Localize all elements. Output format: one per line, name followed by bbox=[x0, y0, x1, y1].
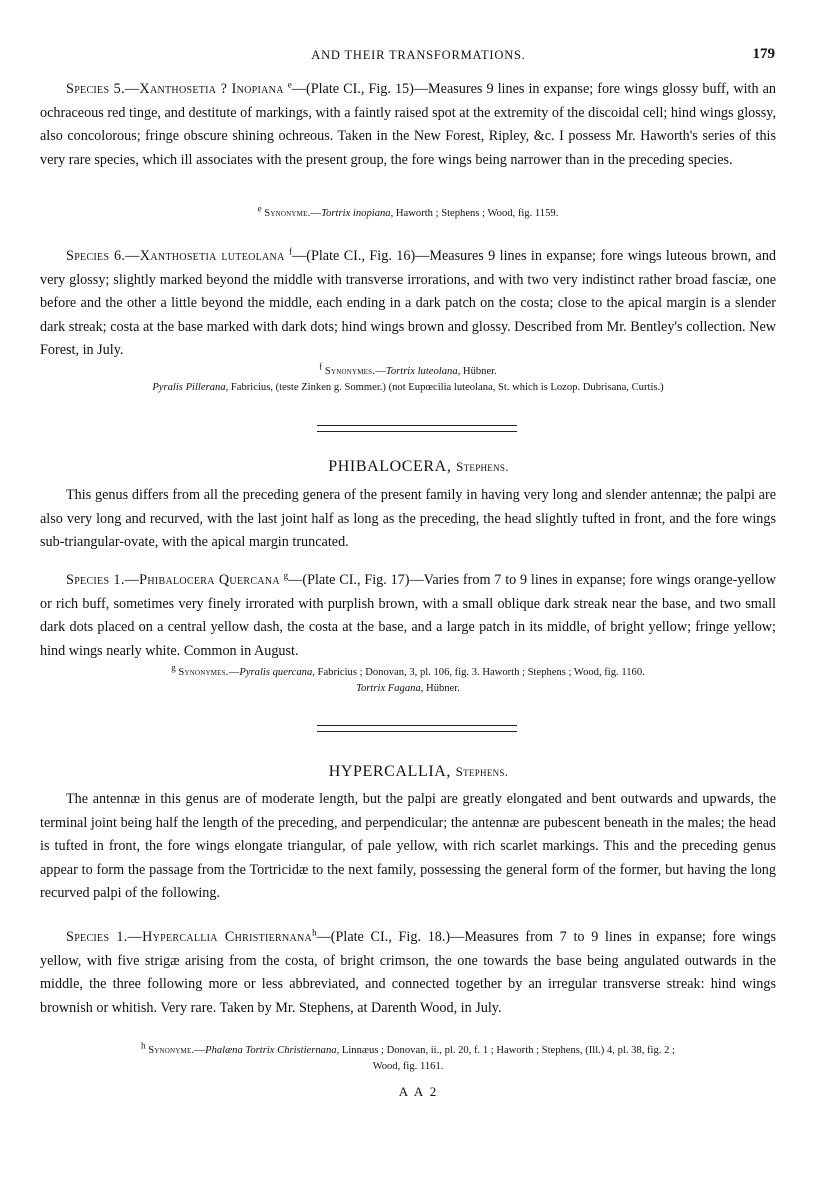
footnote-synonym: Pyralis quercana bbox=[239, 667, 313, 678]
species-6-paragraph bbox=[40, 245, 776, 363]
genus-author: Stephens. bbox=[455, 764, 509, 779]
footnote-label: Synonymes.— bbox=[178, 667, 240, 678]
footnote-label: Synonyme.— bbox=[148, 1045, 206, 1056]
footnote-refs: , Linnæus ; Donovan, ii., pl. 20, f. 1 ; Haworth ; Stephens, (Ill.) 4, pl. 38, fig. 2 ; bbox=[336, 1045, 675, 1056]
footnote-mark: h bbox=[141, 1040, 146, 1051]
footnote-refs: , Hübner. bbox=[457, 366, 497, 377]
section-divider bbox=[317, 425, 517, 432]
genus-heading-phibalocera bbox=[0, 458, 837, 476]
species-paragraph bbox=[40, 926, 776, 1020]
footnote-synonym: Tortrix inopiana bbox=[321, 208, 391, 219]
footnote-refs-2: , Fabricius, (teste Zinken g. Sommer.) (not Eupœcilia luteolana, St. which is Lozop. Dubrisana, Curtis.) bbox=[225, 381, 664, 393]
hypercallia-footnote bbox=[40, 1040, 776, 1074]
species-5-footnote bbox=[40, 203, 776, 222]
species-6-footnote bbox=[40, 361, 776, 395]
species-label: Species 5.— bbox=[66, 81, 140, 97]
species-description: —(Plate CI., Fig. 16)—Measures 9 lines in expanse; fore wings luteous brown, and very glossy; slightly marked beyond the middle with transverse irrorations, and with two very indistinct rather broad fasciæ, one before and the other a little beyond the middle, each ending in a dark patch on the costa; close to the apical margin is a slender dark streak; costa at the base marked with dark dots; hind wings brown and glossy. Described from Mr. Bentley's collection. New Forest, in July. bbox=[40, 248, 777, 358]
species-name: Hypercallia Christiernana bbox=[142, 929, 313, 945]
footnote-marker: f bbox=[289, 246, 293, 257]
footnote-mark: g bbox=[171, 662, 176, 673]
species-description: —(Plate CI., Fig. 17)—Varies from 7 to 9 lines in expanse; fore wings orange-yellow or rich buff, sometimes very finely irrorated with purplish brown, with a small oblique dark streak near the base, and two small dark dots placed on a central yellow dash, the costa at the base, and a large patch in its middle, of bright yellow; fringe yellow; hind wings nearly white. Common in August. bbox=[40, 572, 777, 659]
species-description: —(Plate CI., Fig. 18.)—Measures from 7 to 9 lines in expanse; fore wings yellow, with five strigæ arising from the costa, of bright crimson, the one towards the base being angulated outwards in the middle, the three following more or less abbreviated, and connected together by an irregular transverse streak: hind wings brownish or whitish. Very rare. Taken by Mr. Stephens, at Darenth Wood, in July. bbox=[40, 929, 776, 1016]
hypercallia-species-1-entry bbox=[40, 926, 776, 1020]
species-5-entry bbox=[40, 78, 776, 172]
footnote-label: Synonyme.— bbox=[264, 208, 322, 219]
footnote-synonym-2: Tortrix Fagana bbox=[356, 682, 421, 694]
species-6-entry bbox=[40, 245, 776, 363]
footnote-refs: , Haworth ; Stephens ; Wood, fig. 1159. bbox=[390, 208, 559, 219]
phibalocera-footnote bbox=[40, 662, 776, 696]
hypercallia-description bbox=[40, 788, 776, 906]
phibalocera-species-1-entry bbox=[40, 569, 776, 663]
genus-description: The antennæ in this genus are of moderate length, but the palpi are greatly elongated and bent outwards and upwards, the terminal joint being half the length of the preceding, and perpendicular; the antennæ are pubescent beneath in the males; the head is tufted in front, the fore wings elongate triangular, of pale yellow, with rich scarlet markings. This and the preceding genus appear to form the passage from the Tortricidæ to the next family, possessing the general form of the former, but having the long recurved palpi of the following. bbox=[40, 791, 776, 901]
footnote-synonym: Tortrix luteolana bbox=[385, 366, 458, 377]
footnote-marker: g bbox=[283, 570, 289, 581]
species-5-paragraph bbox=[40, 78, 776, 172]
genus-author: Stephens. bbox=[456, 459, 509, 474]
genus-heading-hypercallia bbox=[0, 763, 837, 781]
running-title: AND THEIR TRANSFORMATIONS. bbox=[311, 48, 526, 62]
footnote-mark: e bbox=[257, 203, 262, 214]
footnote-marker: e bbox=[287, 79, 292, 90]
species-name: Phibalocera Quercana bbox=[139, 572, 280, 588]
footnote-refs-2: , Hübner. bbox=[420, 682, 460, 694]
species-paragraph bbox=[40, 569, 776, 663]
footnote-synonym: Phalæna Tortrix Christiernana bbox=[205, 1045, 337, 1056]
species-name: Xanthosetia luteolana bbox=[139, 248, 285, 264]
footnote-refs: , Fabricius ; Donovan, 3, pl. 106, fig. 3. Haworth ; Stephens ; Wood, fig. 1160. bbox=[312, 667, 645, 678]
genus-description: This genus differs from all the preceding genera of the present family in having very long and slender antennæ; the palpi are also very long and recurved, with the last joint half as long as the preceding, the head slightly tufted in front, and the fore wings sub-triangular-ovate, with the apical margin truncated. bbox=[40, 487, 776, 550]
footnote-synonym-2: Pyralis Pillerana bbox=[152, 381, 226, 393]
footnote-refs-2: Wood, fig. 1161. bbox=[372, 1060, 444, 1072]
phibalocera-description bbox=[40, 484, 776, 555]
species-description: —(Plate CI., Fig. 15)—Measures 9 lines in expanse; fore wings glossy buff, with an ochraceous red tinge, and destitute of markings, with a faintly raised spot at the extremity of the discoidal cell; hind wings glossy, also concolorous; fringe obscure shining ochreous. Taken in the New Forest, Ripley, &c. I possess Mr. Haworth's series of this very rare species, which ill associates with the present group, the fore wings being narrower than in the preceding species. bbox=[40, 81, 777, 168]
species-label: Species 1.— bbox=[66, 929, 143, 945]
page-number: 179 bbox=[752, 46, 775, 62]
section-divider bbox=[317, 725, 517, 732]
species-label: Species 1.— bbox=[66, 572, 140, 588]
genus-name: PHIBALOCERA, bbox=[328, 458, 452, 475]
genus-name: HYPERCALLIA, bbox=[328, 763, 451, 780]
footnote-marker: h bbox=[312, 927, 317, 938]
species-name: Xanthosetia ? Inopiana bbox=[139, 81, 284, 97]
species-label: Species 6.— bbox=[66, 248, 140, 264]
footnote-mark: f bbox=[319, 361, 323, 372]
signature-mark: A A 2 bbox=[398, 1084, 439, 1099]
footnote-label: Synonymes.— bbox=[324, 366, 386, 377]
